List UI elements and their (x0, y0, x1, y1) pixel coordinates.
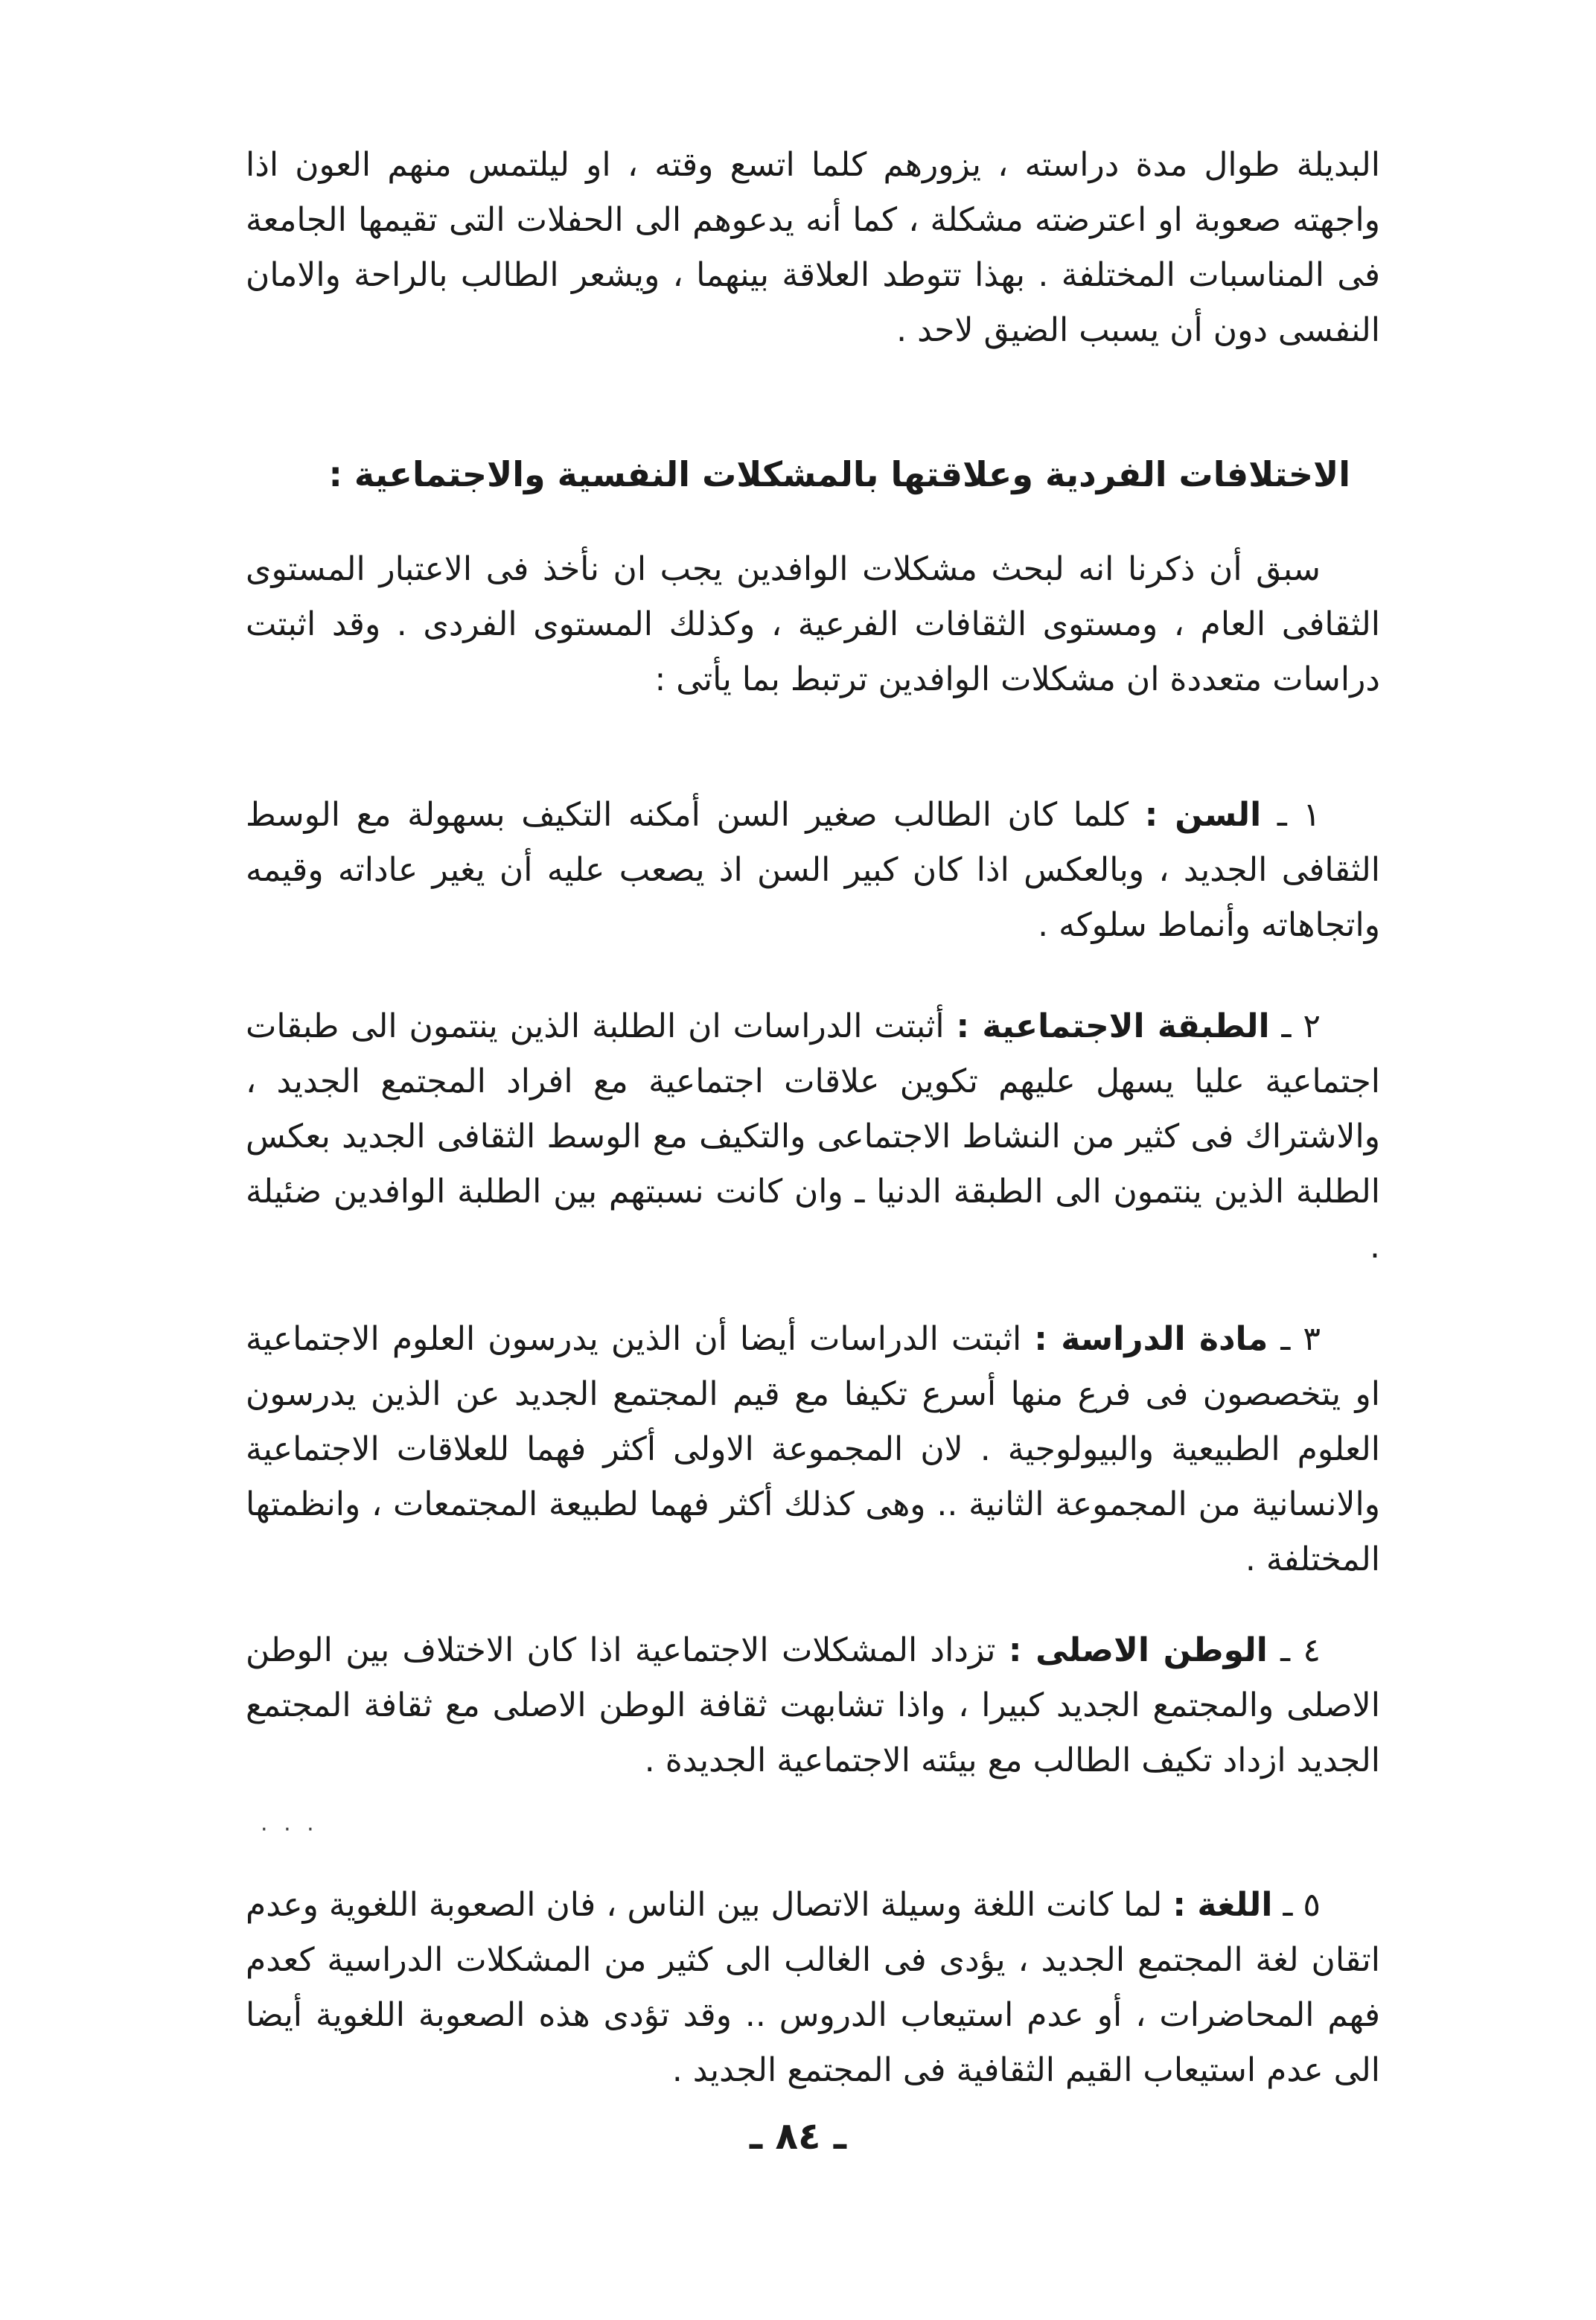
list-item (246, 999, 1380, 1275)
scan-speckle: · · · (261, 1817, 319, 1843)
list-item-number: ٤ ـ (1280, 1631, 1321, 1669)
list-item-number: ١ ـ (1277, 796, 1321, 834)
list-item-text: كلما كان الطالب صغير السن أمكنه التكيف بسهولة مع الوسط الثقافى الجديد ، وبالعكس اذا كان كبير السن اذ يصعب عليه أن يغير عاداته وقيمه واتجاهاته وأنماط سلوكه . (246, 796, 1380, 944)
list-item-paragraph (246, 788, 1380, 953)
section-heading: الاختلافات الفردية وعلاقتها بالمشكلات النفسية والاجتماعية : (328, 454, 1350, 494)
list-item-number: ٣ ـ (1280, 1320, 1321, 1358)
page-number: ـ ٨٤ ـ (749, 2115, 847, 2158)
list-item (246, 1623, 1380, 1788)
section-intro-block (246, 542, 1380, 707)
list-item-title: الوطن الاصلى : (1008, 1631, 1268, 1669)
list-item-title: السن : (1144, 796, 1262, 834)
list-item-text: لما كانت اللغة وسيلة الاتصال بين الناس ، فان الصعوبة اللغوية وعدم اتقان لغة المجتمع الجديد ، يؤدى فى الغالب الى كثير من المشكلات الدراسية كعدم فهم المحاضرات ، أو عدم استيعاب الدروس .. وقد تؤدى هذه الصعوبة اللغوية أيضا الى عدم استيعاب القيم الثقافية فى المجتمع الجديد . (246, 1886, 1380, 2089)
intro-paragraph: البديلة طوال مدة دراسته ، يزورهم كلما اتسع وقته ، او ليلتمس منهم العون اذا واجهته صعوبة او اعترضته مشكلة ، كما أنه يدعوهم الى الحفلات التى تقيمها الجامعة فى المناسبات المختلفة . بهذا تتوطد العلاقة بينهما ، ويشعر الطالب بالراحة والامان النفسى دون أن يسبب الضيق لاحد . (246, 146, 1380, 349)
section-intro-paragraph: سبق أن ذكرنا انه لبحث مشكلات الوافدين يجب ان نأخذ فى الاعتبار المستوى الثقافى العام ، ومستوى الثقافات الفرعية ، وكذلك المستوى الفردى . وقد اثبتت دراسات متعددة ان مشكلات الوافدين ترتبط بما يأتى : (246, 550, 1380, 698)
list-item-text: اثبتت الدراسات أيضا أن الذين يدرسون العلوم الاجتماعية او يتخصصون فى فرع منها أسرع تكيفا مع قيم المجتمع الجديد عن الذين يدرسون العلوم الطبيعية والبيولوجية . لان المجموعة الاولى أكثر فهما للعلاقات الاجتماعية والانسانية من المجموعة الثانية .. وهى كذلك أكثر فهما لطبيعة المجتمعات ، وانظمتها المختلفة . (246, 1320, 1380, 1578)
list-item-paragraph (246, 1878, 1380, 2098)
list-item-number: ٥ ـ (1283, 1886, 1321, 1924)
intro-paragraph-block (246, 138, 1380, 358)
list-item-number: ٢ ـ (1281, 1007, 1321, 1045)
list-item-title: اللغة : (1172, 1886, 1273, 1924)
list-item-paragraph (246, 999, 1380, 1275)
list-item-title: الطبقة الاجتماعية : (956, 1007, 1270, 1045)
list-item (246, 1878, 1380, 2098)
list-item-text: تزداد المشكلات الاجتماعية اذا كان الاختلاف بين الوطن الاصلى والمجتمع الجديد كبيرا ، واذا تشابهت ثقافة الوطن الاصلى مع ثقافة المجتمع الجديد ازداد تكيف الطالب مع بيئته الاجتماعية الجديدة . (246, 1631, 1380, 1779)
list-item-paragraph (246, 1312, 1380, 1587)
list-item-title: مادة الدراسة : (1034, 1320, 1268, 1358)
list-item (246, 788, 1380, 953)
list-item (246, 1312, 1380, 1587)
list-item-text: أثبتت الدراسات ان الطلبة الذين ينتمون الى طبقات اجتماعية عليا يسهل عليهم تكوين علاقات اجتماعية مع افراد المجتمع الجديد ، والاشتراك فى كثير من النشاط الاجتماعى والتكيف مع الوسط الثقافى الجديد بعكس الطلبة الذين ينتمون الى الطبقة الدنيا ـ وان كانت نسبتهم بين الطلبة الوافدين ضئيلة . (246, 1007, 1380, 1266)
list-item-paragraph (246, 1623, 1380, 1788)
